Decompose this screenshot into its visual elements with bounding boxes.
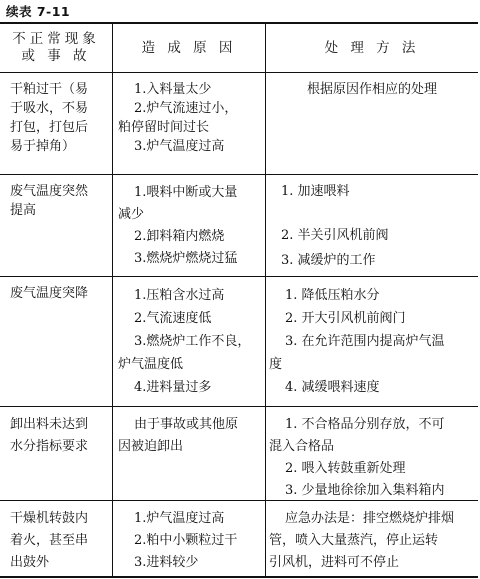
cause-line: 4.进料量过多 xyxy=(134,380,212,395)
cause-line: 1.炉气温度过高 xyxy=(134,511,225,526)
row2-causes xyxy=(118,182,264,270)
phenomenon-line: 废气温度突降 xyxy=(10,286,89,301)
treatment-line: 引风机，进料可不停止 xyxy=(269,555,400,570)
treatment-line: 2. 开大引风机前阀门 xyxy=(285,311,406,326)
treatment-line: 管，喷入大量蒸汽，停止运转 xyxy=(269,533,439,548)
row3-phenomenon xyxy=(10,284,110,303)
treatment-line: 混入合格品 xyxy=(269,439,335,454)
row2-treatments xyxy=(281,182,477,270)
phenomenon-line: 打包，打包后 xyxy=(10,120,89,135)
cause-line: 1.入料量太少 xyxy=(134,82,212,97)
header-causes: 造 成 原 因 xyxy=(141,40,237,56)
row4-causes xyxy=(118,414,264,458)
treatment-line: 1. 加速喂料 xyxy=(281,184,350,199)
treatment-line: 2. 喂入转鼓重新处理 xyxy=(285,461,406,476)
cause-line: 3.炉气温度过高 xyxy=(134,139,225,154)
cause-line: 由于事故或其他原 xyxy=(134,417,239,432)
cause-line: 1.喂料中断或大量 xyxy=(134,185,238,200)
treatment-line: 3. 少量地徐徐加入集料箱内 xyxy=(285,483,445,498)
phenomenon-line: 提高 xyxy=(10,203,37,218)
cause-line: 减少 xyxy=(118,207,145,222)
cause-line: 2.气流速度低 xyxy=(134,311,212,326)
phenomenon-line: 水分指标要求 xyxy=(10,439,89,454)
header-phenomenon xyxy=(2,31,110,65)
row5-causes xyxy=(118,508,264,574)
row-divider xyxy=(0,174,478,175)
row-divider xyxy=(0,276,478,277)
row5-phenomenon xyxy=(10,508,110,574)
row-divider xyxy=(0,72,478,73)
phenomenon-line: 于吸水，不易 xyxy=(10,101,89,116)
treatment-line: 根据原因作相应的处理 xyxy=(306,82,437,97)
header-phenomenon-line: 或 事 故 xyxy=(21,48,91,64)
row3-treatments xyxy=(269,284,477,399)
cause-line: 1.压粕含水过高 xyxy=(134,288,225,303)
treatment-line: 度 xyxy=(269,357,283,372)
phenomenon-line: 易于掉角） xyxy=(10,139,76,154)
cause-line: 3.燃烧炉工作不良， xyxy=(134,334,251,349)
phenomenon-line: 出鼓外 xyxy=(10,555,50,570)
cause-line: 炉气温度低 xyxy=(118,357,184,372)
cause-line: 3.燃烧炉燃烧过猛 xyxy=(134,251,238,266)
treatment-line: 应急办法是：排空燃烧炉排烟 xyxy=(285,511,455,526)
treatment-line: 3. 在允许范围内提高炉气温 xyxy=(285,334,445,349)
cause-line: 因被迫卸出 xyxy=(118,439,184,454)
row5-treatments xyxy=(269,508,477,574)
cause-line: 2.粕中小颗粒过干 xyxy=(134,533,238,548)
cause-line: 2.炉气流速过小， xyxy=(134,101,238,116)
cause-line: 2.卸料箱内燃烧 xyxy=(134,229,225,244)
header-phenomenon-line: 不正常现象 xyxy=(12,31,100,47)
treatment-line: 1. 不合格品分别存放，不可 xyxy=(285,417,445,432)
phenomenon-line: 废气温度突然 xyxy=(10,184,89,199)
phenomenon-line: 干粕过干（易 xyxy=(10,82,89,97)
row-divider xyxy=(0,406,478,407)
phenomenon-line: 卸出料未达到 xyxy=(10,417,89,432)
treatment-line: 2. 半关引风机前阀 xyxy=(281,228,389,243)
phenomenon-line: 干燥机转鼓内 xyxy=(10,511,89,526)
phenomenon-line: 着火，甚至串 xyxy=(10,533,89,548)
treatment-line: 3. 减缓炉的工作 xyxy=(281,253,376,268)
column-divider xyxy=(112,24,113,576)
header-treatments: 处 理 方 法 xyxy=(324,40,420,56)
table-caption: 续表 7-11 xyxy=(6,4,71,19)
treatment-line: 4. 减缓喂料速度 xyxy=(285,380,380,395)
row1-treatments xyxy=(267,80,477,99)
row3-causes xyxy=(118,284,264,399)
row2-phenomenon xyxy=(10,182,110,220)
cause-line: 粕停留时间过长 xyxy=(118,120,210,135)
cause-line: 3.进料较少 xyxy=(134,555,199,570)
treatment-line: 1. 降低压粕水分 xyxy=(285,288,380,303)
malfunction-table xyxy=(0,22,478,578)
row1-causes xyxy=(118,80,264,156)
row4-phenomenon xyxy=(10,414,110,458)
row4-treatments xyxy=(269,414,477,502)
row1-phenomenon xyxy=(10,80,110,156)
column-divider xyxy=(265,24,266,576)
